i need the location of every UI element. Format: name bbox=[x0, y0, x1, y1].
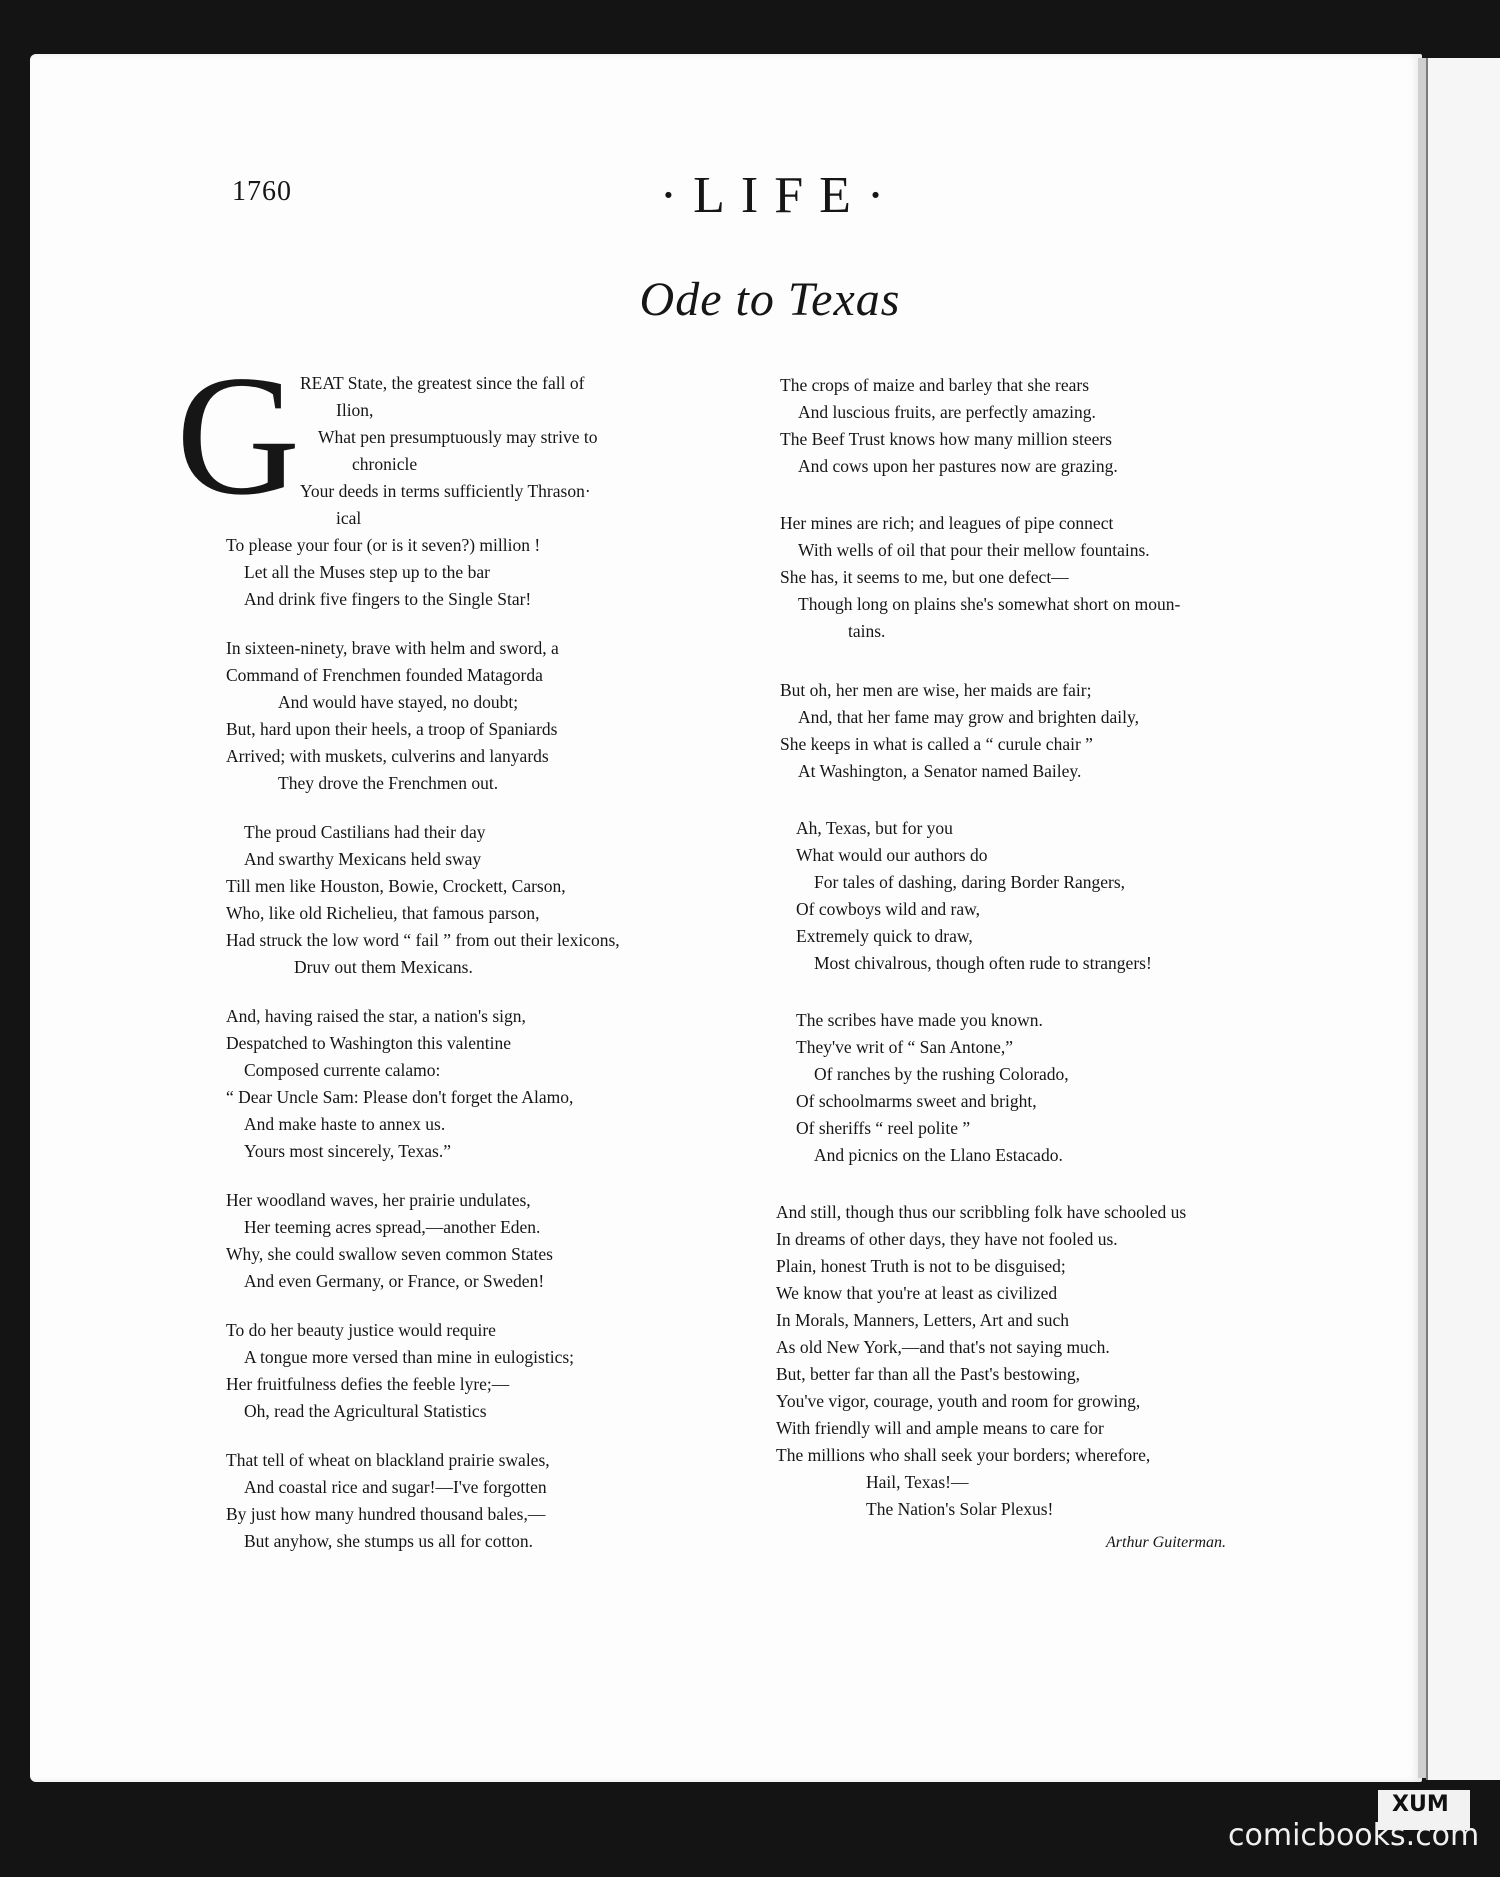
poem-line: To do her beauty justice would require bbox=[226, 1320, 496, 1340]
poem-line: Composed currente calamo: bbox=[244, 1060, 441, 1080]
scan-label-text: XUM bbox=[1392, 1792, 1449, 1817]
poem-line: Who, like old Richelieu, that famous parson, bbox=[226, 903, 540, 923]
poem-line: Her teeming acres spread,—another Eden. bbox=[244, 1217, 541, 1237]
poem-line: And cows upon her pastures now are grazing. bbox=[798, 456, 1118, 476]
poem-line: ical bbox=[336, 508, 362, 528]
opening-lines bbox=[300, 370, 700, 532]
right-column bbox=[776, 372, 1310, 1545]
poem-line: And coastal rice and sugar!—I've forgotten bbox=[244, 1477, 547, 1497]
poem-line: Had struck the low word “ fail ” from out their lexicons, bbox=[226, 930, 620, 950]
poem-line: We know that you're at least as civilized bbox=[776, 1283, 1058, 1303]
poem-line: They've writ of “ San Antone,” bbox=[796, 1037, 1013, 1057]
poem-line: And even Germany, or France, or Sweden! bbox=[244, 1271, 545, 1291]
stanza bbox=[780, 510, 1310, 645]
poem-line: Ah, Texas, but for you bbox=[796, 818, 953, 838]
watermark: comicbooks.com bbox=[1228, 1818, 1480, 1853]
poem-line: Despatched to Washington this valentine bbox=[226, 1033, 512, 1053]
masthead: ·LIFE· bbox=[659, 167, 901, 224]
poem-line: Of ranches by the rushing Colorado, bbox=[814, 1064, 1069, 1084]
poem-title: Ode to Texas bbox=[639, 273, 901, 326]
stanza bbox=[780, 677, 1310, 785]
poem-line: And picnics on the Llano Estacado. bbox=[814, 1145, 1063, 1165]
left-column bbox=[226, 532, 746, 1577]
poem-line: With wells of oil that pour their mellow fountains. bbox=[798, 540, 1150, 560]
poem-line: Your deeds in terms sufficiently Thrason· bbox=[300, 481, 591, 501]
poem-line: In Morals, Manners, Letters, Art and such bbox=[776, 1310, 1070, 1330]
page-number: 1760 bbox=[232, 176, 292, 207]
poem-line: What pen presumptuously may strive to bbox=[318, 427, 598, 447]
poem-line: They drove the Frenchmen out. bbox=[278, 773, 499, 793]
poem-line: Her woodland waves, her prairie undulates, bbox=[226, 1190, 531, 1210]
poem-line: And still, though thus our scribbling folk have schooled us bbox=[776, 1202, 1187, 1222]
poem-line: In dreams of other days, they have not fooled us. bbox=[776, 1229, 1118, 1249]
poem-line: Druv out them Mexicans. bbox=[294, 957, 473, 977]
poem-line: Ilion, bbox=[336, 400, 374, 420]
poem-line: And would have stayed, no doubt; bbox=[278, 692, 519, 712]
poem-line: Of schoolmarms sweet and bright, bbox=[796, 1091, 1037, 1111]
poem-line: And make haste to annex us. bbox=[244, 1114, 446, 1134]
poem-line: Let all the Muses step up to the bar bbox=[244, 562, 490, 582]
poem-line: Arrived; with muskets, culverins and lanyards bbox=[226, 746, 549, 766]
stanza bbox=[226, 1003, 746, 1165]
poem-line: The Beef Trust knows how many million steers bbox=[780, 429, 1112, 449]
poem-line: Command of Frenchmen founded Matagorda bbox=[226, 665, 543, 685]
stanza bbox=[226, 1447, 746, 1555]
poem-line: The millions who shall seek your borders; wherefore, bbox=[776, 1445, 1151, 1465]
author-signature: Arthur Guiterman. bbox=[1106, 1534, 1226, 1551]
poem-line: She has, it seems to me, but one defect— bbox=[780, 567, 1069, 587]
poem-line: To please your four (or is it seven?) million ! bbox=[226, 535, 541, 555]
poem-line: As old New York,—and that's not saying much. bbox=[776, 1337, 1110, 1357]
poem-line: Her fruitfulness defies the feeble lyre;— bbox=[226, 1374, 510, 1394]
poem-line: The scribes have made you known. bbox=[796, 1010, 1043, 1030]
poem-line: A tongue more versed than mine in eulogistics; bbox=[244, 1347, 575, 1367]
poem-line: Of cowboys wild and raw, bbox=[796, 899, 981, 919]
poem-line: The Nation's Solar Plexus! bbox=[866, 1499, 1054, 1519]
stanza bbox=[226, 532, 746, 613]
poem-line: By just how many hundred thousand bales,— bbox=[226, 1504, 546, 1524]
poem-line: Hail, Texas!— bbox=[866, 1472, 969, 1492]
stanza bbox=[226, 819, 746, 981]
poem-line: What would our authors do bbox=[796, 845, 988, 865]
poem-line: Though long on plains she's somewhat short on moun- bbox=[798, 594, 1181, 614]
poem-line: At Washington, a Senator named Bailey. bbox=[798, 761, 1082, 781]
poem-line: Till men like Houston, Bowie, Crockett, Carson, bbox=[226, 876, 566, 896]
poem-line: But anyhow, she stumps us all for cotton. bbox=[244, 1531, 534, 1551]
poem-line: REAT State, the greatest since the fall of bbox=[300, 373, 585, 393]
poem-line: You've vigor, courage, youth and room for growing, bbox=[776, 1391, 1141, 1411]
poem-line: And, that her fame may grow and brighten daily, bbox=[798, 707, 1139, 727]
poem-line: And swarthy Mexicans held sway bbox=[244, 849, 482, 869]
poem-line: Of sheriffs “ reel polite ” bbox=[796, 1118, 971, 1138]
poem-line: Her mines are rich; and leagues of pipe connect bbox=[780, 513, 1114, 533]
poem-line: Extremely quick to draw, bbox=[796, 926, 973, 946]
poem-line: For tales of dashing, daring Border Rangers, bbox=[814, 872, 1126, 892]
poem-line: tains. bbox=[848, 621, 886, 641]
poem-line: Why, she could swallow seven common States bbox=[226, 1244, 553, 1264]
stanza bbox=[226, 1317, 746, 1425]
stanza bbox=[226, 635, 746, 797]
stanza bbox=[226, 1187, 746, 1295]
poem-line: That tell of wheat on blackland prairie swales, bbox=[226, 1450, 550, 1470]
poem-line: With friendly will and ample means to care for bbox=[776, 1418, 1104, 1438]
poem-line: “ Dear Uncle Sam: Please don't forget the Alamo, bbox=[226, 1087, 574, 1107]
poem-line: And luscious fruits, are perfectly amazing. bbox=[798, 402, 1096, 422]
poem-line: And, having raised the star, a nation's sign, bbox=[226, 1006, 526, 1026]
poem-line: But oh, her men are wise, her maids are fair; bbox=[780, 680, 1092, 700]
poem-line: The crops of maize and barley that she rears bbox=[780, 375, 1090, 395]
poem-line: Most chivalrous, though often rude to strangers! bbox=[814, 953, 1152, 973]
drop-cap: G bbox=[176, 341, 301, 531]
poem-line: But, hard upon their heels, a troop of Spaniards bbox=[226, 719, 558, 739]
poem-line: The proud Castilians had their day bbox=[244, 822, 486, 842]
poem-line: In sixteen-ninety, brave with helm and sword, a bbox=[226, 638, 559, 658]
poem-line: Yours most sincerely, Texas.” bbox=[244, 1141, 451, 1161]
stanza bbox=[776, 1199, 1310, 1523]
poem-line: chronicle bbox=[352, 454, 418, 474]
poem-line: Oh, read the Agricultural Statistics bbox=[244, 1401, 487, 1421]
poem-line: Plain, honest Truth is not to be disguised; bbox=[776, 1256, 1066, 1276]
poem-line: But, better far than all the Past's bestowing, bbox=[776, 1364, 1080, 1384]
stanza bbox=[780, 372, 1310, 480]
poem-line: She keeps in what is called a “ curule chair ” bbox=[780, 734, 1093, 754]
stanza bbox=[780, 815, 1310, 977]
stanza bbox=[780, 1007, 1310, 1169]
poem-line: And drink five fingers to the Single Star! bbox=[244, 589, 532, 609]
